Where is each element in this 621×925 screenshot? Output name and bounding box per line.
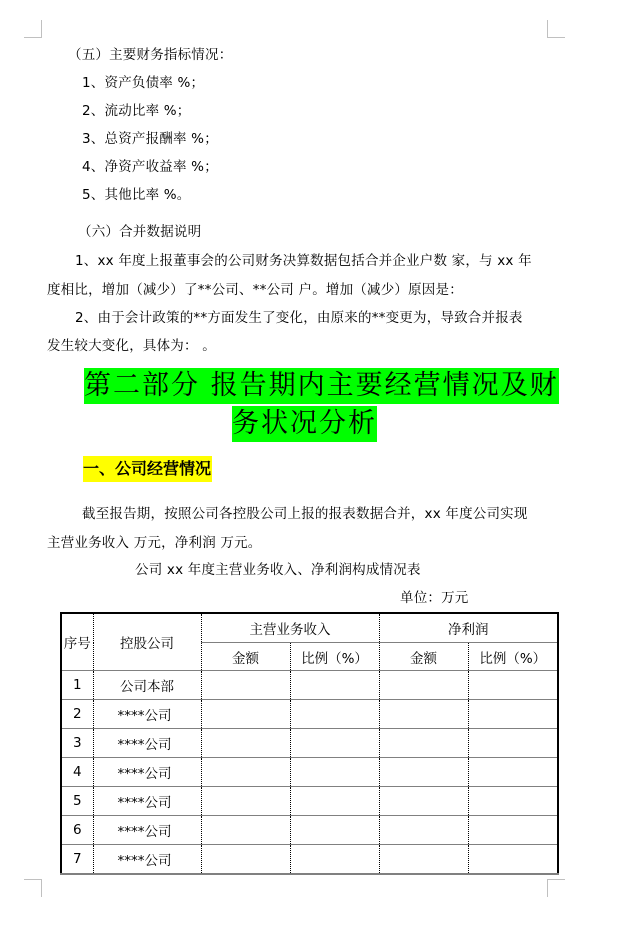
- section5-title: （五）主要财务指标情况：: [68, 47, 233, 63]
- cell-profit-amount[interactable]: [379, 816, 468, 845]
- cell-revenue-amount[interactable]: [201, 816, 290, 845]
- cell-revenue-amount[interactable]: [201, 700, 290, 729]
- section5-item-3: 3、总资产报酬率 %；: [82, 131, 218, 147]
- cell-revenue-ratio[interactable]: [290, 758, 379, 787]
- cell-revenue-amount[interactable]: [201, 758, 290, 787]
- page-margin-corner-top-left: [24, 20, 42, 38]
- table-row: [61, 671, 558, 700]
- cell-revenue-amount[interactable]: [201, 787, 290, 816]
- cell-profit-ratio[interactable]: [468, 671, 558, 700]
- cell-company: ****公司: [93, 700, 201, 729]
- cell-revenue-ratio[interactable]: [290, 816, 379, 845]
- section5-item-2: 2、流动比率 %；: [82, 103, 191, 119]
- header-seq: 序号: [61, 613, 93, 671]
- cell-revenue-ratio[interactable]: [290, 729, 379, 758]
- page-margin-corner-bottom-left: [24, 879, 42, 897]
- cell-revenue-ratio[interactable]: [290, 845, 379, 875]
- cell-profit-amount[interactable]: [379, 671, 468, 700]
- cell-profit-ratio[interactable]: [468, 845, 558, 875]
- section6-para2-line2: 发生较大变化，具体为： 。: [47, 338, 216, 354]
- part2-heading-line1: 第二部分 报告期内主要经营情况及财: [84, 368, 559, 404]
- cell-profit-ratio[interactable]: [468, 758, 558, 787]
- header-profit: 净利润: [379, 613, 558, 643]
- cell-company: ****公司: [93, 845, 201, 875]
- cell-seq: 1: [61, 671, 93, 700]
- section6-para1-line1: 1、xx 年度上报董事会的公司财务决算数据包括合并企业户数 家，与 xx 年: [75, 253, 532, 269]
- cell-revenue-ratio[interactable]: [290, 700, 379, 729]
- header-company: 控股公司: [93, 613, 201, 671]
- cell-profit-ratio[interactable]: [468, 816, 558, 845]
- section6-para2-line1: 2、由于会计政策的**方面发生了变化，由原来的**变更为，导致合并报表: [75, 310, 523, 326]
- cell-revenue-amount[interactable]: [201, 729, 290, 758]
- cell-profit-amount[interactable]: [379, 845, 468, 875]
- section-one-heading: 一、公司经营情况: [83, 456, 212, 482]
- table-header-row-1: [61, 613, 558, 643]
- cell-seq: 2: [61, 700, 93, 729]
- header-profit-ratio: 比例（%）: [468, 643, 558, 671]
- cell-seq: 6: [61, 816, 93, 845]
- section6-title: （六）合并数据说明: [78, 224, 202, 240]
- page-margin-corner-bottom-right: [547, 879, 565, 897]
- table-row: [61, 758, 558, 787]
- cell-seq: 4: [61, 758, 93, 787]
- cell-revenue-ratio[interactable]: [290, 671, 379, 700]
- cell-revenue-amount[interactable]: [201, 671, 290, 700]
- cell-seq: 5: [61, 787, 93, 816]
- table-row: [61, 700, 558, 729]
- section5-item-4: 4、净资产收益率 %；: [82, 159, 218, 175]
- cell-seq: 7: [61, 845, 93, 875]
- table-row: [61, 845, 558, 875]
- cell-company: ****公司: [93, 729, 201, 758]
- cell-profit-amount[interactable]: [379, 758, 468, 787]
- header-revenue-ratio: 比例（%）: [290, 643, 379, 671]
- cell-seq: 3: [61, 729, 93, 758]
- cell-profit-ratio[interactable]: [468, 787, 558, 816]
- cell-company: ****公司: [93, 816, 201, 845]
- page-margin-corner-top-right: [547, 20, 565, 38]
- revenue-profit-table: [60, 612, 559, 875]
- cell-profit-ratio[interactable]: [468, 729, 558, 758]
- header-revenue-amount: 金额: [201, 643, 290, 671]
- section-one-para-line1: 截至报告期，按照公司各控股公司上报的报表数据合并，xx 年度公司实现: [82, 506, 528, 522]
- cell-company: ****公司: [93, 787, 201, 816]
- table-row: [61, 729, 558, 758]
- cell-revenue-amount[interactable]: [201, 845, 290, 875]
- cell-company: ****公司: [93, 758, 201, 787]
- table-caption: 公司 xx 年度主营业务收入、净利润构成情况表: [135, 562, 421, 578]
- cell-profit-ratio[interactable]: [468, 700, 558, 729]
- cell-company: 公司本部: [93, 671, 201, 700]
- header-revenue: 主营业务收入: [201, 613, 379, 643]
- table-row: [61, 816, 558, 845]
- section-one-para-line2: 主营业务收入 万元，净利润 万元。: [47, 535, 262, 551]
- cell-revenue-ratio[interactable]: [290, 787, 379, 816]
- table-row: [61, 787, 558, 816]
- section5-item-1: 1、资产负债率 %；: [82, 75, 205, 91]
- cell-profit-amount[interactable]: [379, 729, 468, 758]
- section5-item-5: 5、其他比率 %。: [82, 187, 191, 203]
- table-unit: 单位：万元: [400, 590, 469, 606]
- section6-para1-line2: 度相比，增加（减少）了**公司、**公司 户。增加（减少）原因是：: [47, 282, 463, 298]
- part2-heading-line2: 务状况分析: [232, 406, 377, 442]
- cell-profit-amount[interactable]: [379, 700, 468, 729]
- cell-profit-amount[interactable]: [379, 787, 468, 816]
- header-profit-amount: 金额: [379, 643, 468, 671]
